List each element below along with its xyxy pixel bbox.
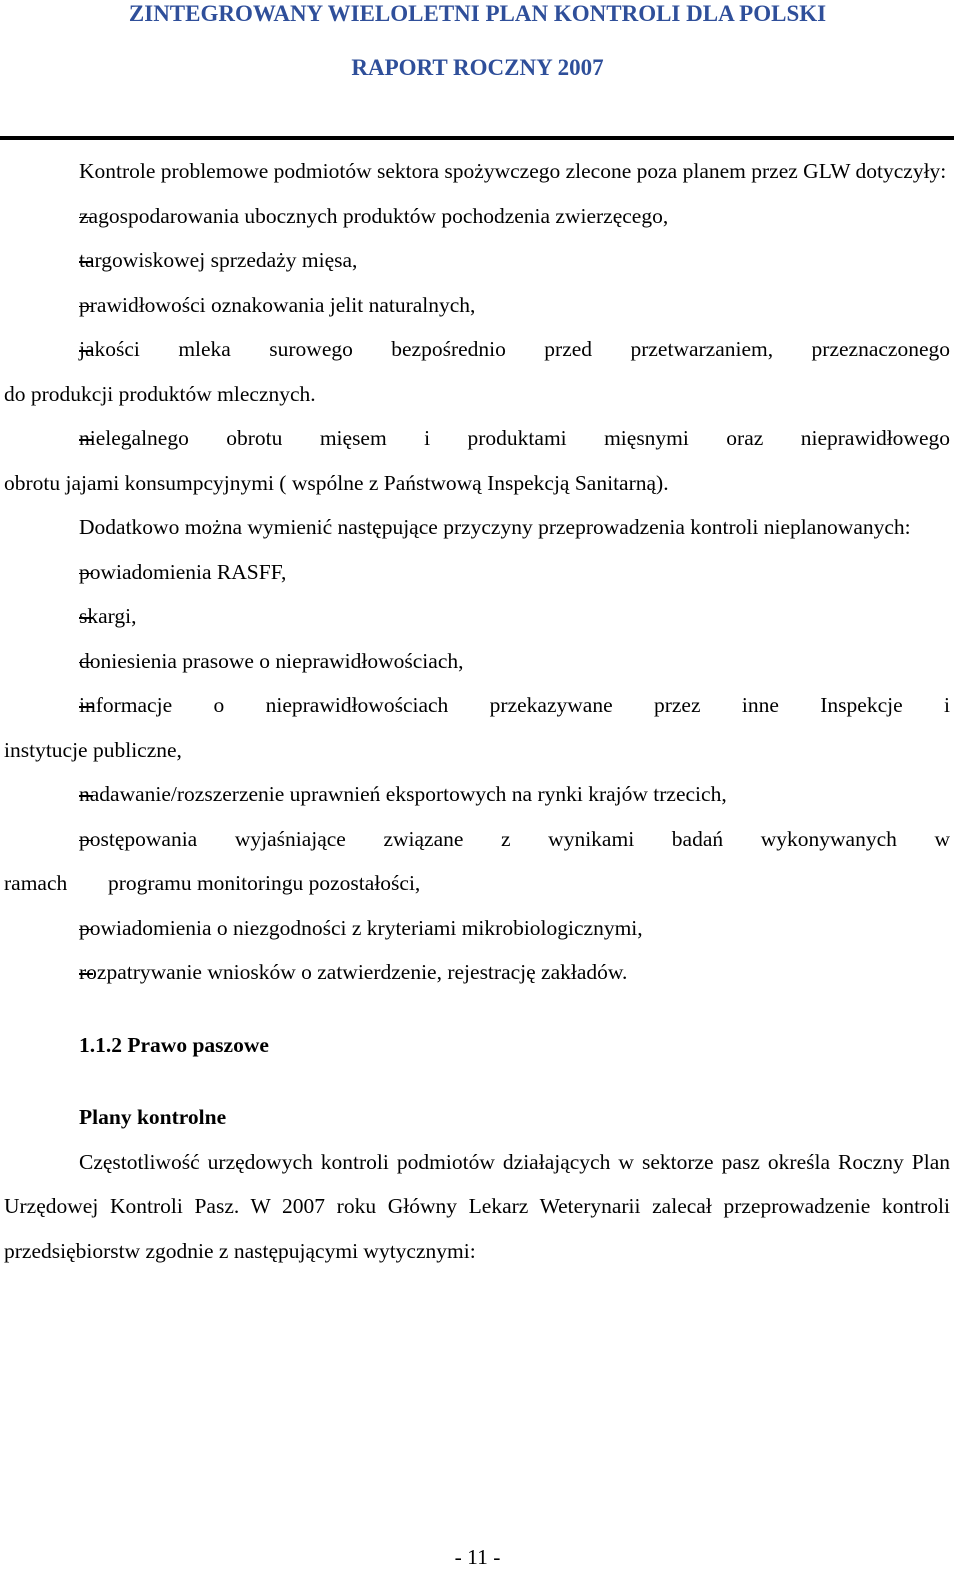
list-item: jakości mleka surowego bezpośrednio przed przetwarzaniem, przeznaczonego [4,327,950,372]
dash-bullet [4,238,79,283]
list-item: postępowania wyjaśniające związane z wynikami badań wykonywanych w [4,817,950,862]
report-subtitle: RAPORT ROCZNY 2007 [351,55,604,80]
list-item: informacje o nieprawidłowościach przekazywane przez inne Inspekcje i [4,683,950,728]
dash-bullet [4,594,79,639]
list-item: skargi, [4,594,950,639]
document-body [4,149,950,1273]
list-item-continuation: ramach programu monitoringu pozostałości, [4,871,421,895]
list-item: rozpatrywanie wniosków o zatwierdzenie, rejestrację zakładów. [4,950,950,995]
dash-bullet [4,817,79,862]
dash-bullet [4,194,79,239]
dash-bullet [4,772,79,817]
dash-bullet [4,950,79,995]
subsection-heading: Plany kontrolne [79,1105,227,1129]
list-item-continuation: instytucje publiczne, [4,737,182,762]
intro-paragraph: Kontrole problemowe podmiotów sektora spożywczego zlecone poza planem przez GLW dotyczyły: [79,159,947,183]
list-item-continuation: obrotu jajami konsumpcyjnymi ( wspólne z Państwową Inspekcją Sanitarną). [4,470,669,495]
dash-bullet [4,683,79,728]
list-item: powiadomienia o niezgodności z kryteriami mikrobiologicznymi, [4,906,950,951]
list-item: targowiskowej sprzedaży mięsa, [4,238,950,283]
dash-bullet [4,416,79,461]
header-divider [0,136,954,140]
list-item-continuation: do produkcji produktów mlecznych. [4,381,316,406]
list-item: nadawanie/rozszerzenie uprawnień eksportowych na rynki krajów trzecich, [4,772,950,817]
dash-bullet [4,327,79,372]
list-item: zagospodarowania ubocznych produktów pochodzenia zwierzęcego, [4,194,950,239]
dash-bullet [4,283,79,328]
report-title: ZINTEGROWANY WIELOLETNI PLAN KONTROLI DLA POLSKI [128,1,827,26]
feed-control-paragraph: Częstotliwość urzędowych kontroli podmiotów działających w sektorze pasz określa Roczny Plan Urzędowej Kontroli Pasz. W 2007 roku Główny Lekarz Weterynarii zalecał przeprowadzenie kontroli przedsiębiorstw zgodnie z następującymi wytycznymi: [4,1149,950,1263]
list-item: nielegalnego obrotu mięsem i produktami mięsnymi oraz nieprawidłowego [4,416,950,461]
dash-bullet [4,906,79,951]
reasons-paragraph: Dodatkowo można wymienić następujące przyczyny przeprowadzenia kontroli nieplanowanych: [79,515,911,539]
list-item: doniesienia prasowe o nieprawidłowościach, [4,639,950,684]
list-item: prawidłowości oznakowania jelit naturalnych, [4,283,950,328]
dash-bullet [4,639,79,684]
list-item: powiadomienia RASFF, [4,550,950,595]
section-heading: 1.1.2 Prawo paszowe [79,1032,269,1057]
dash-bullet [4,550,79,595]
page-number: - 11 - [454,1545,501,1569]
